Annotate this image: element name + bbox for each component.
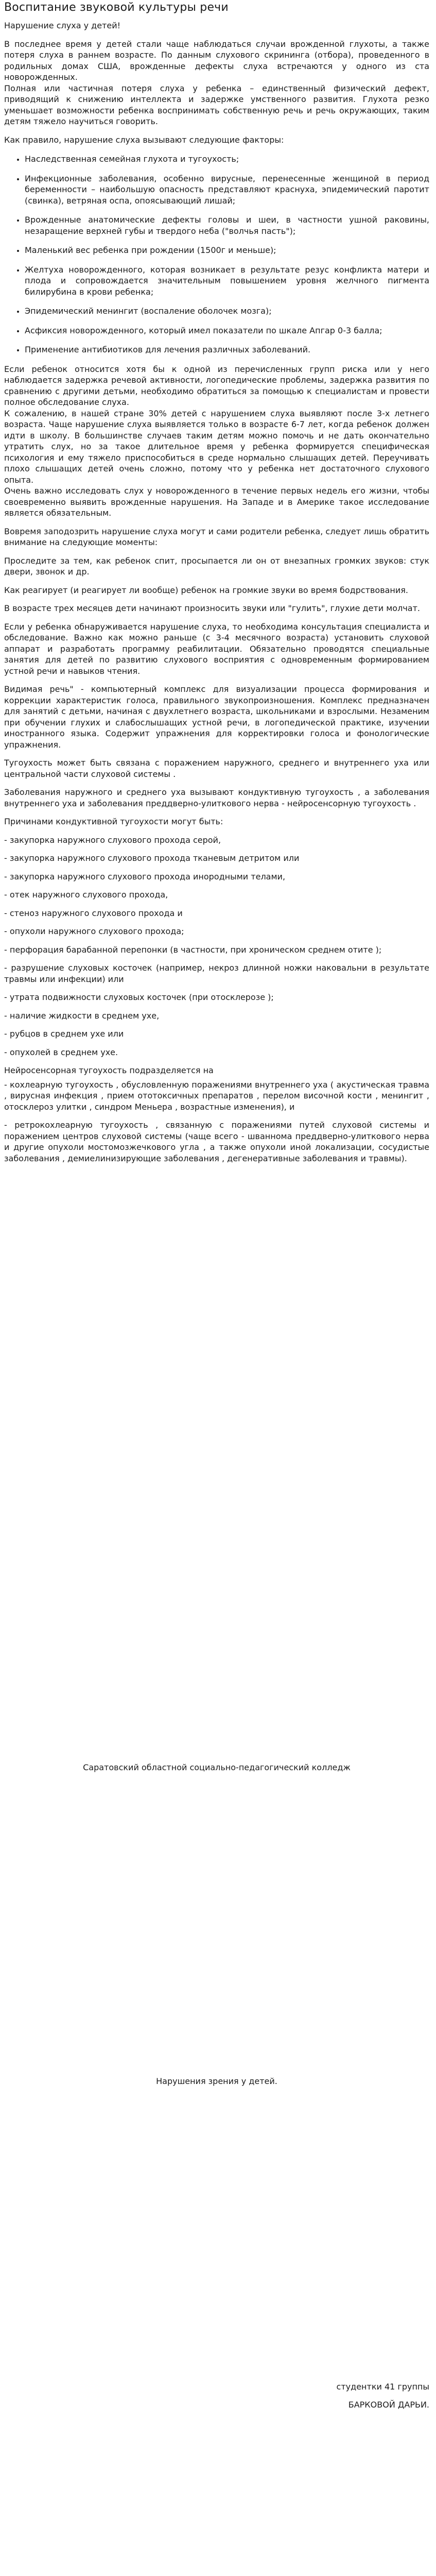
list-item: • Желтуха новорожденного, которая возникает в результате резус конфликта матери и плода и сопровождается значительным повышением уровня желчного пигмента билирубина в крови ребенка; — [25, 264, 429, 298]
factors-list — [4, 154, 429, 355]
list-item: • Врожденные анатомические дефекты головы и шеи, в частности ушной раковины, незаращение верхней губы и твердого неба ("волчья пасть"); — [25, 214, 429, 236]
check-react: Как реагирует (и реагирует ли вообще) ребенок на громкие звуки во время бодрствования. — [4, 585, 408, 595]
intro-paragraph-2: Полная или частичная потеря слуха у ребенка – единственный физический дефект, приводящий к снижению интеллекта и задержке умственного развития. Глухота резко уменьшает возможности ребенка воспринимать собственную речь и речь окружающих, таким детям тяжело научиться говорить. — [4, 83, 429, 126]
list-item: • Эпидемический менингит (воспаление оболочек мозга); — [25, 306, 429, 317]
conductive-vs-neuro: Заболевания наружного и среднего уха вызывают кондуктивную тугоухость , а заболевания внутреннего уха и заболевания преддверно-улиткового нерва - нейросенсорную тугоухость . — [4, 787, 429, 808]
list-item: - разрушение слуховых косточек (например, некроз длинной ножки наковальни в результате травмы или инфекции) или — [4, 963, 429, 984]
list-item: - опухоли наружного слухового прохода; — [4, 926, 184, 936]
document — [4, 0, 429, 1171]
list-item: • Инфекционные заболевания, особенно вирусные, перенесенные женщиной в период беременности – наибольшую опасность представляют краснуха, эпидемический паротит (свинка), ветряная оспа, опоясывающий лишай; — [25, 173, 429, 207]
help-paragraph: Если у ребенка обнаруживается нарушение слуха, то необходима консультация специалиста и обследование. Важно как можно раньше (с 3-4 месячного возраста) установить слуховой аппарат и разработать программу реабилитации. Обязательно проводятся специальные занятия для детей по развитию слухового восприятия с одновременным формированием устной речи и навыков чтения. — [4, 621, 429, 676]
list-item: - закупорка наружного слухового прохода инородными телами, — [4, 871, 286, 882]
list-item: - стеноз наружного слухового прохода и — [4, 908, 183, 918]
report-title: Нарушения зрения у детей. — [156, 2076, 277, 2086]
list-item: • Асфиксия новорожденного, который имел показатели по шкале Апгар 0-3 балла; — [25, 325, 429, 336]
list-item: • Применение антибиотиков для лечения различных заболеваний. — [25, 344, 429, 355]
list-item: - закупорка наружного слухового прохода тканевым детритом или — [4, 853, 300, 863]
student-name: БАРКОВОЙ ДАРЬИ. — [348, 2400, 429, 2410]
list-item: - утрата подвижности слуховых косточек (при отосклерозе ); — [4, 992, 274, 1002]
list-item: - наличие жидкости в среднем ухе, — [4, 1010, 160, 1021]
risk-paragraph-2: К сожалению, в нашей стране 30% детей с нарушением слуха выявляют после 3-х летнего возраста. Чаще нарушение слуха выявляется только в возрасте 6-7 лет, когда ребенок должен идти в школу. В большинстве случаев таким детям можно помочь и не дать окончательно утратить слух, но за такое длительное время у ребенка формируется специфическая психология и ему тяжело приспособиться в среде нормально слышащих детей. Переучивать плохо слышащих детей очень сложно, потому что у ребенка нет достаточного слухового опыта. — [4, 408, 429, 485]
neuro-heading: Нейросенсорная тугоухость подразделяется на — [4, 1065, 214, 1075]
hearing-loss-types: Тугоухость может быть связана с поражением наружного, среднего и внутреннего уха или центральной части слуховой системы . — [4, 758, 429, 779]
list-item: - ретрокохлеарную тугоухость , связанную с поражениями путей слуховой системы и поражением центров слуховой системы (чаще всего - шваннома преддверно-улиткового нерва и другие опухоли мостомозжечкового угла , а также опухоли иной локализации, сосудистые заболевания , демиелинизирующие заболевания , дегенеративные заболевания и травмы). — [4, 1120, 429, 1163]
list-item: - отек наружного слухового прохода, — [4, 890, 168, 900]
list-item: - рубцов в среднем ухе или — [4, 1029, 124, 1039]
conductive-causes — [4, 835, 429, 1058]
parents-notice: Вовремя заподозрить нарушение слуха могут и сами родители ребенка, следует лишь обратить внимание на следующие моменты: — [4, 526, 429, 547]
risk-paragraph-1: Если ребенок относится хотя бы к одной из перечисленных групп риска или у него наблюдается задержка речевой активности, логопедические проблемы, задержка развития по сравнению с другими детьми, необходимо обратиться за помощью к специалистам и провести полное обследование слуха. — [4, 364, 429, 407]
check-sounds: Проследите за тем, как ребенок спит, просыпается ли он от внезапных громких звуков: стук двери, звонок и др. — [4, 555, 429, 577]
intro-paragraph-1: В последнее время у детей стали чаще наблюдаться случаи врожденной глухоты, а также потеря слуха в раннем возрасте. По данным слухового скрининга (отбора), проведенного в родильных домах США, врожденные дефекты слуха встречаются у одного из ста новорожденных. — [4, 39, 429, 82]
check-babble: В возрасте трех месяцев дети начинают произносить звуки или "гулить", глухие дети молчат. — [4, 603, 420, 613]
student-group: студентки 41 группы — [336, 2382, 429, 2392]
list-item: - закупорка наружного слухового прохода серой, — [4, 835, 221, 845]
list-item: - перфорация барабанной перепонки (в частности, при хроническом среднем отите ); — [4, 944, 382, 955]
college-name: Саратовский областной социально-педагогический колледж — [83, 1762, 351, 1772]
factors-heading: Как правило, нарушение слуха вызывают следующие факторы: — [4, 134, 284, 145]
risk-paragraph-3: Очень важно исследовать слух у новорожденного в течение первых недель его жизни, чтобы своевременно выявить врожденные нарушения. На Западе и в Америке такое исследование является обязательным. — [4, 486, 429, 518]
page-title: Воспитание звуковой культуры речи — [4, 1, 229, 14]
program-paragraph: Видимая речь" - компьютерный комплекс для визуализации процесса формирования и коррекции характеристик голоса, правильного звукопроизношения. Комплекс предназначен для занятий с детьми, начиная с двухлетнего возраста, школьниками и взрослыми. Незаменим при обучении глухих и слабослышащих устной речи, в логопедической практике, изучении иностранного языка. Содержит упражнения для корректировки голоса и фонологические упражнения. — [4, 684, 429, 750]
list-item: - опухолей в среднем ухе. — [4, 1047, 118, 1057]
subtitle: Нарушение слуха у детей! — [4, 21, 121, 30]
list-item: • Наследственная семейная глухота и тугоухость; — [25, 154, 429, 165]
conductive-heading: Причинами кондуктивной тугоухости могут быть: — [4, 817, 223, 826]
list-item: • Маленький вес ребенка при рождении (1500г и меньше); — [25, 245, 429, 256]
list-item: - кохлеарную тугоухость , обусловленную поражениями внутреннего уха ( акустическая травма , вирусная инфекция , прием ототоксичных препаратов , перелом височной кости , менингит , отосклероз улитки , синдром Меньера , возрастные изменения), и — [4, 1079, 429, 1112]
